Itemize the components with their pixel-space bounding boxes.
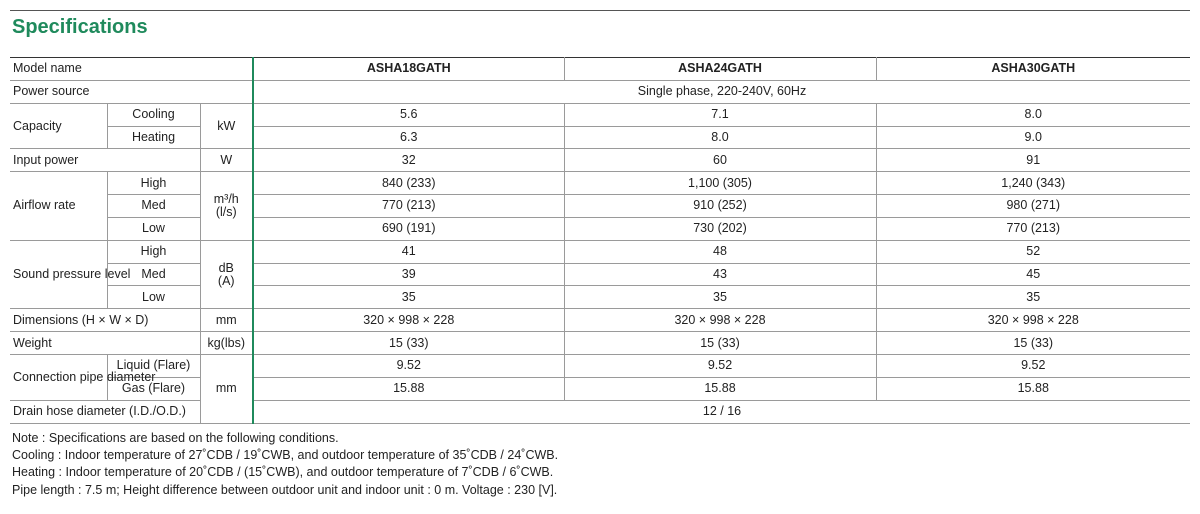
table-cell: 320 × 998 × 228 xyxy=(564,309,876,332)
sound-unit-line2: (A) xyxy=(217,273,235,288)
table-cell: 35 xyxy=(253,286,564,309)
dimensions-label: Dimensions (H × W × D) xyxy=(10,309,200,332)
note-line: Cooling : Indoor temperature of 27˚CDB / 19˚CWB, and outdoor temperature of 35˚CDB / 24˚CWB. xyxy=(12,448,559,463)
table-cell: 8.0 xyxy=(876,103,1190,126)
capacity-heating-label: Heating xyxy=(107,126,200,149)
weight-label: Weight xyxy=(10,332,200,355)
table-cell: 5.6 xyxy=(253,103,564,126)
table-row-drain xyxy=(10,400,1190,423)
table-row-sound-high xyxy=(10,240,1190,263)
table-cell: 8.0 xyxy=(564,126,876,149)
sound-low-label: Low xyxy=(107,286,200,309)
airflow-unit-line2: (l/s) xyxy=(215,204,237,219)
sound-med-label: Med xyxy=(107,263,200,286)
table-cell: 980 (271) xyxy=(876,195,1190,218)
table-cell: 840 (233) xyxy=(253,172,564,195)
model-header-2: ASHA24GATH xyxy=(564,58,876,81)
top-divider xyxy=(10,10,1190,11)
pipe-liquid-label: Liquid (Flare) xyxy=(107,354,200,377)
pipe-unit: mm xyxy=(200,354,253,423)
table-row-pipe-gas xyxy=(10,377,1190,400)
input-power-label: Input power xyxy=(10,149,200,172)
table-row-airflow-med xyxy=(10,195,1190,218)
dimensions-unit: mm xyxy=(200,309,253,332)
table-cell: 41 xyxy=(253,240,564,263)
weight-unit: kg(lbs) xyxy=(200,332,253,355)
spec-table xyxy=(10,57,1190,424)
table-cell: 48 xyxy=(564,240,876,263)
table-cell: 730 (202) xyxy=(564,217,876,240)
table-row-model xyxy=(10,58,1190,81)
model-header-3: ASHA30GATH xyxy=(876,58,1190,81)
table-cell: 1,100 (305) xyxy=(564,172,876,195)
table-cell: 15.88 xyxy=(253,377,564,400)
capacity-unit: kW xyxy=(200,103,253,149)
power-source-label: Power source xyxy=(10,80,253,103)
capacity-cooling-label: Cooling xyxy=(107,103,200,126)
table-cell: 15 (33) xyxy=(876,332,1190,355)
table-cell: 770 (213) xyxy=(253,195,564,218)
table-cell: 7.1 xyxy=(564,103,876,126)
table-row-pipe-liquid xyxy=(10,354,1190,377)
table-cell: 9.0 xyxy=(876,126,1190,149)
note-line: Heating : Indoor temperature of 20˚CDB / (15˚CWB), and outdoor temperature of 7˚CDB / 6˚CWB. xyxy=(12,465,554,480)
table-cell: 15 (33) xyxy=(564,332,876,355)
table-cell: 91 xyxy=(876,149,1190,172)
table-cell: 15.88 xyxy=(564,377,876,400)
table-cell: 35 xyxy=(876,286,1190,309)
sound-label: Sound pressure level xyxy=(10,240,107,309)
table-row-input-power xyxy=(10,149,1190,172)
note-line: Pipe length : 7.5 m; Height difference between outdoor unit and indoor unit : 0 m. Voltage : 230 [V]. xyxy=(12,482,558,497)
pipe-label: Connection pipe diameter xyxy=(10,354,107,400)
table-cell: 6.3 xyxy=(253,126,564,149)
drain-value: 12 / 16 xyxy=(253,400,1190,423)
input-power-unit: W xyxy=(200,149,253,172)
table-row-sound-low xyxy=(10,286,1190,309)
table-cell: 52 xyxy=(876,240,1190,263)
table-cell: 35 xyxy=(564,286,876,309)
table-row-weight xyxy=(10,332,1190,355)
table-cell: 9.52 xyxy=(564,354,876,377)
airflow-unit-line1: m³/h xyxy=(213,191,239,206)
power-source-value: Single phase, 220-240V, 60Hz xyxy=(253,80,1190,103)
table-cell: 1,240 (343) xyxy=(876,172,1190,195)
pipe-gas-label: Gas (Flare) xyxy=(107,377,200,400)
table-row-sound-med xyxy=(10,263,1190,286)
airflow-low-label: Low xyxy=(107,217,200,240)
sound-unit xyxy=(200,240,253,309)
note-line: Note : Specifications are based on the following conditions. xyxy=(12,431,339,445)
table-cell: 43 xyxy=(564,263,876,286)
table-cell: 15.88 xyxy=(876,377,1190,400)
table-cell: 9.52 xyxy=(253,354,564,377)
table-cell: 910 (252) xyxy=(564,195,876,218)
table-cell: 770 (213) xyxy=(876,217,1190,240)
table-cell: 32 xyxy=(253,149,564,172)
model-header-1: ASHA18GATH xyxy=(253,58,564,81)
table-row-power-source xyxy=(10,80,1190,103)
model-label: Model name xyxy=(10,58,253,81)
table-row-airflow-low xyxy=(10,217,1190,240)
drain-label: Drain hose diameter (I.D./O.D.) xyxy=(10,400,200,423)
table-cell: 45 xyxy=(876,263,1190,286)
airflow-label: Airflow rate xyxy=(10,172,107,241)
table-row-capacity-heating xyxy=(10,126,1190,149)
table-row-capacity-cooling xyxy=(10,103,1190,126)
table-cell: 690 (191) xyxy=(253,217,564,240)
table-cell: 39 xyxy=(253,263,564,286)
page-title: Specifications xyxy=(12,16,148,38)
airflow-high-label: High xyxy=(107,172,200,195)
notes xyxy=(12,430,558,499)
table-cell: 320 × 998 × 228 xyxy=(253,309,564,332)
table-cell: 320 × 998 × 228 xyxy=(876,309,1190,332)
airflow-unit xyxy=(200,172,253,241)
table-row-dimensions xyxy=(10,309,1190,332)
table-cell: 15 (33) xyxy=(253,332,564,355)
table-cell: 9.52 xyxy=(876,354,1190,377)
sound-high-label: High xyxy=(107,240,200,263)
airflow-med-label: Med xyxy=(107,195,200,218)
table-cell: 60 xyxy=(564,149,876,172)
sound-unit-line1: dB xyxy=(218,260,234,275)
capacity-label: Capacity xyxy=(10,103,107,149)
table-row-airflow-high xyxy=(10,172,1190,195)
